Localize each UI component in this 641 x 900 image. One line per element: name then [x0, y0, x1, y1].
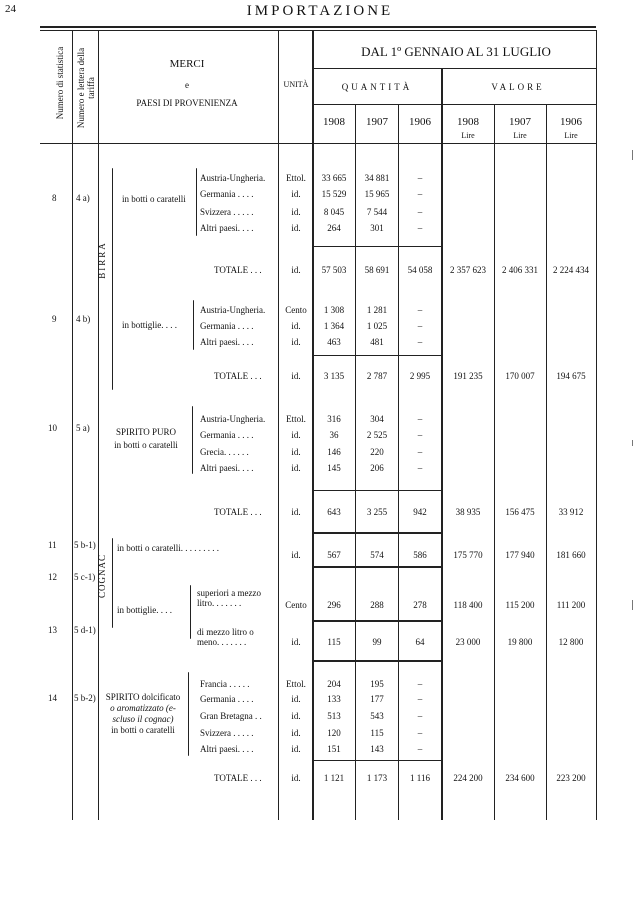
quantity-cell: 151 — [327, 744, 341, 754]
total-label: TOTALE . . . — [214, 507, 262, 517]
value-cell: 177 940 — [505, 550, 535, 560]
quantity-cell: – — [417, 173, 423, 183]
unit-cell: Cento — [285, 305, 307, 315]
quantity-cell: 1 173 — [366, 773, 388, 783]
label-spirito-dolc-4: in botti o caratelli — [111, 725, 175, 735]
unit-cell: id. — [291, 337, 301, 347]
period-rule — [313, 68, 596, 69]
quantity-cell: 942 — [413, 507, 427, 517]
tariff-number: 5 b-2) — [74, 693, 96, 703]
quantity-cell: – — [417, 679, 423, 689]
quantity-cell: 36 — [329, 430, 339, 440]
brace-bottiglie — [193, 300, 194, 350]
label-in-botti: in botti o caratelli — [122, 194, 186, 204]
quantity-cell: 133 — [327, 694, 341, 704]
quantity-cell: – — [417, 207, 423, 217]
margin-mark — [632, 440, 633, 446]
country-label: Svizzera . . . . . — [200, 207, 254, 217]
header-unita: UNITÀ — [283, 80, 309, 89]
quantity-cell: 99 — [372, 637, 382, 647]
col-line — [398, 104, 399, 820]
header-period: DAL 1º GENNAIO AL 31 LUGLIO — [361, 44, 551, 59]
quantity-cell: 1 116 — [410, 773, 430, 783]
quantity-cell: 34 881 — [364, 173, 390, 183]
section-rule — [313, 490, 441, 491]
unit-cell: id. — [291, 637, 301, 647]
tariff-number: 5 d-1) — [74, 625, 96, 635]
header-valore: VALORE — [491, 82, 545, 92]
stat-number: 11 — [48, 540, 57, 550]
country-label: Altri paesi. . . . — [200, 337, 254, 347]
label-superiori: superiori a mezzo litro. . . . . . . — [197, 588, 261, 608]
unit-cell: id. — [291, 207, 301, 217]
quantity-cell: 146 — [327, 447, 341, 457]
quantity-cell: – — [417, 711, 423, 721]
value-cell: 118 400 — [453, 600, 483, 610]
label-spirito-dolc-3: scluso il cognac) — [112, 714, 174, 724]
brace-birra — [112, 168, 113, 390]
quantity-cell: 1 121 — [323, 773, 345, 783]
header-e: e — [185, 80, 189, 90]
quantity-cell: 1 281 — [366, 305, 388, 315]
tariff-number: 4 a) — [76, 193, 90, 203]
col-line — [441, 68, 443, 820]
page-title: IMPORTAZIONE — [246, 3, 394, 19]
unit-cell: Ettol. — [286, 679, 306, 689]
quantity-cell: 1 308 — [323, 305, 345, 315]
brace-cognac — [112, 538, 113, 628]
quantity-cell: 2 787 — [366, 371, 388, 381]
country-label: Germania . . . . — [200, 321, 254, 331]
unit-cell: id. — [291, 773, 301, 783]
quantity-cell: 195 — [370, 679, 384, 689]
country-label: Germania . . . . — [200, 694, 254, 704]
section-rule — [313, 532, 441, 534]
quantity-cell: 2 525 — [366, 430, 388, 440]
value-cell: 156 475 — [505, 507, 535, 517]
quantity-cell: 643 — [327, 507, 341, 517]
stat-number: 12 — [48, 572, 57, 582]
quantity-cell: 543 — [370, 711, 384, 721]
total-label: TOTALE . . . — [214, 265, 262, 275]
quantity-cell: 115 — [370, 728, 384, 738]
quantity-cell: 1 025 — [366, 321, 388, 331]
country-label: Francia . . . . . — [200, 679, 250, 689]
quantity-cell: 304 — [370, 414, 384, 424]
value-cell: 12 800 — [558, 637, 584, 647]
margin-mark — [632, 150, 633, 160]
header-tariff: Numero e lettera della tariffa — [76, 47, 96, 129]
header-stat: Numero di statistica — [55, 46, 65, 120]
label-spirito-dolc-2: o aromatizzato (e- — [110, 703, 176, 713]
quantity-cell: – — [417, 430, 423, 440]
unit-cell: id. — [291, 321, 301, 331]
label-cognac: COGNAC — [97, 553, 107, 598]
country-label: Svizzera . . . . . — [200, 728, 254, 738]
lire-1908: Lire — [461, 131, 475, 140]
year-q-1906: 1906 — [409, 116, 431, 128]
stat-number: 13 — [48, 625, 57, 635]
col-line — [312, 30, 314, 820]
header-merci: MERCI — [169, 58, 205, 70]
value-cell: 223 200 — [556, 773, 586, 783]
value-cell: 38 935 — [455, 507, 481, 517]
quantity-cell: 316 — [327, 414, 341, 424]
unit-cell: id. — [291, 711, 301, 721]
quantity-cell: – — [417, 321, 423, 331]
value-cell: 23 000 — [455, 637, 481, 647]
unit-cell: id. — [291, 371, 301, 381]
label-cognac-botti: in botti o caratelli. . . . . . . . . — [117, 543, 219, 553]
unit-cell: id. — [291, 744, 301, 754]
stat-number: 9 — [52, 314, 57, 324]
country-label: Austria-Ungheria. — [200, 305, 266, 315]
quantity-cell: – — [417, 744, 423, 754]
lire-1906: Lire — [564, 131, 578, 140]
tariff-number: 4 b) — [76, 314, 91, 324]
header-paesi: PAESI DI PROVENIENZA — [136, 98, 238, 108]
label-birra: BIRRA — [97, 241, 107, 279]
quantity-cell: – — [417, 305, 423, 315]
value-cell: 191 235 — [453, 371, 483, 381]
quantity-cell: 33 665 — [321, 173, 347, 183]
lire-1907: Lire — [513, 131, 527, 140]
quantity-cell: 586 — [413, 550, 427, 560]
brace-spirito-dolc — [188, 672, 189, 756]
stat-number: 14 — [48, 693, 57, 703]
stat-number: 8 — [52, 193, 57, 203]
value-cell: 234 600 — [505, 773, 535, 783]
country-label: Gran Bretagna . . — [200, 711, 262, 721]
quantity-cell: 278 — [413, 600, 427, 610]
quantity-cell: 115 — [327, 637, 341, 647]
value-cell: 224 200 — [453, 773, 483, 783]
tariff-number: 5 c-1) — [74, 572, 96, 582]
quantity-cell: 288 — [370, 600, 384, 610]
quantity-cell: 145 — [327, 463, 341, 473]
value-cell: 170 007 — [505, 371, 535, 381]
col-line — [98, 30, 99, 820]
quantity-cell: – — [417, 337, 423, 347]
unit-cell: id. — [291, 550, 301, 560]
quantity-cell: 264 — [327, 223, 341, 233]
quantity-cell: 7 544 — [366, 207, 388, 217]
header-quantita: QUANTITÀ — [341, 82, 413, 92]
year-q-1908: 1908 — [323, 116, 345, 128]
quantity-cell: 143 — [370, 744, 384, 754]
unit-cell: id. — [291, 189, 301, 199]
unit-cell: Cento — [285, 600, 307, 610]
label-spirito-puro-sub: in botti o caratelli — [114, 440, 178, 450]
quantity-cell: 15 529 — [321, 189, 347, 199]
label-cognac-bottiglie: in bottiglie. . . . — [117, 605, 172, 615]
country-label: Germania . . . . — [200, 189, 254, 199]
unit-cell: id. — [291, 223, 301, 233]
stat-number: 10 — [48, 423, 57, 433]
quantity-cell: 15 965 — [364, 189, 390, 199]
quantity-cell: 574 — [370, 550, 384, 560]
country-label: Altri paesi. . . . — [200, 223, 254, 233]
country-label: Altri paesi. . . . — [200, 744, 254, 754]
unit-cell: Ettol. — [286, 173, 306, 183]
tariff-number: 5 a) — [76, 423, 90, 433]
label-di-mezzo: di mezzo litro o meno. . . . . . . — [197, 627, 254, 647]
quantity-cell: 220 — [370, 447, 384, 457]
section-rule — [313, 620, 441, 622]
quantity-cell: – — [417, 694, 423, 704]
quantity-cell: 204 — [327, 679, 341, 689]
section-rule — [313, 660, 441, 662]
quantity-cell: 8 045 — [323, 207, 345, 217]
label-in-bottiglie: in bottiglie. . . . — [122, 320, 177, 330]
section-rule — [313, 246, 441, 247]
quantity-cell: 54 058 — [407, 265, 433, 275]
brace-spirito-puro — [192, 406, 193, 474]
col-line — [355, 104, 356, 820]
value-cell: 2 357 623 — [450, 265, 486, 275]
quantity-cell: 463 — [327, 337, 341, 347]
brace-botti — [196, 168, 197, 236]
year-v-1907: 1907 — [509, 116, 531, 128]
value-cell: 175 770 — [453, 550, 483, 560]
value-cell: 2 406 331 — [502, 265, 538, 275]
quantity-cell: 301 — [370, 223, 384, 233]
section-rule — [313, 760, 441, 761]
quantity-cell: 567 — [327, 550, 341, 560]
label-spirito-puro: SPIRITO PURO — [115, 427, 177, 437]
quantity-cell: 64 — [415, 637, 425, 647]
label-spirito-dolc-1: SPIRITO dolcificato — [105, 692, 181, 702]
value-cell: 194 675 — [556, 371, 586, 381]
quantity-cell: 206 — [370, 463, 384, 473]
country-label: Grecia. . . . . . — [200, 447, 249, 457]
quantity-cell: 3 255 — [366, 507, 388, 517]
section-rule — [313, 566, 441, 568]
unit-cell: id. — [291, 447, 301, 457]
margin-mark — [632, 600, 633, 610]
quantity-cell: 481 — [370, 337, 384, 347]
quantity-cell: – — [417, 223, 423, 233]
country-label: Austria-Ungheria. — [200, 173, 266, 183]
section-rule — [313, 355, 441, 356]
unit-cell: Ettol. — [286, 414, 306, 424]
country-label: Austria-Ungheria. — [200, 414, 266, 424]
quantity-cell: 3 135 — [323, 371, 345, 381]
page-number: 24 — [5, 3, 16, 15]
unit-cell: id. — [291, 694, 301, 704]
quantity-cell: 2 995 — [409, 371, 431, 381]
header-bottom-rule — [40, 143, 596, 144]
value-cell: 33 912 — [558, 507, 584, 517]
total-label: TOTALE . . . — [214, 773, 262, 783]
quantity-cell: 120 — [327, 728, 341, 738]
quantity-cell: – — [417, 414, 423, 424]
year-v-1908: 1908 — [457, 116, 479, 128]
value-cell: 181 660 — [556, 550, 586, 560]
value-cell: 19 800 — [507, 637, 533, 647]
quantity-cell: 296 — [327, 600, 341, 610]
year-v-1906: 1906 — [560, 116, 582, 128]
quantity-cell: 177 — [370, 694, 384, 704]
quantity-cell: – — [417, 189, 423, 199]
country-label: Altri paesi. . . . — [200, 463, 254, 473]
col-line — [596, 30, 597, 820]
value-cell: 2 224 434 — [553, 265, 589, 275]
col-line — [72, 30, 73, 820]
year-q-1907: 1907 — [366, 116, 388, 128]
total-label: TOTALE . . . — [214, 371, 262, 381]
quantity-cell: 1 364 — [323, 321, 345, 331]
quantity-cell: – — [417, 728, 423, 738]
quantity-cell: – — [417, 447, 423, 457]
col-line — [546, 104, 547, 820]
unit-cell: id. — [291, 507, 301, 517]
brace-cognac-bottiglie — [190, 585, 191, 639]
value-cell: 115 200 — [505, 600, 535, 610]
quantity-cell: – — [417, 463, 423, 473]
value-cell: 111 200 — [556, 600, 586, 610]
col-line — [494, 104, 495, 820]
top-rule — [40, 26, 596, 28]
top-rule-2 — [40, 30, 596, 31]
col-line — [278, 30, 279, 820]
unit-cell: id. — [291, 430, 301, 440]
country-label: Germania . . . . — [200, 430, 254, 440]
quantity-cell: 513 — [327, 711, 341, 721]
quantity-cell: 57 503 — [321, 265, 347, 275]
unit-cell: id. — [291, 728, 301, 738]
tariff-number: 5 b-1) — [74, 540, 96, 550]
unit-cell: id. — [291, 265, 301, 275]
unit-cell: id. — [291, 463, 301, 473]
quantity-cell: 58 691 — [364, 265, 390, 275]
